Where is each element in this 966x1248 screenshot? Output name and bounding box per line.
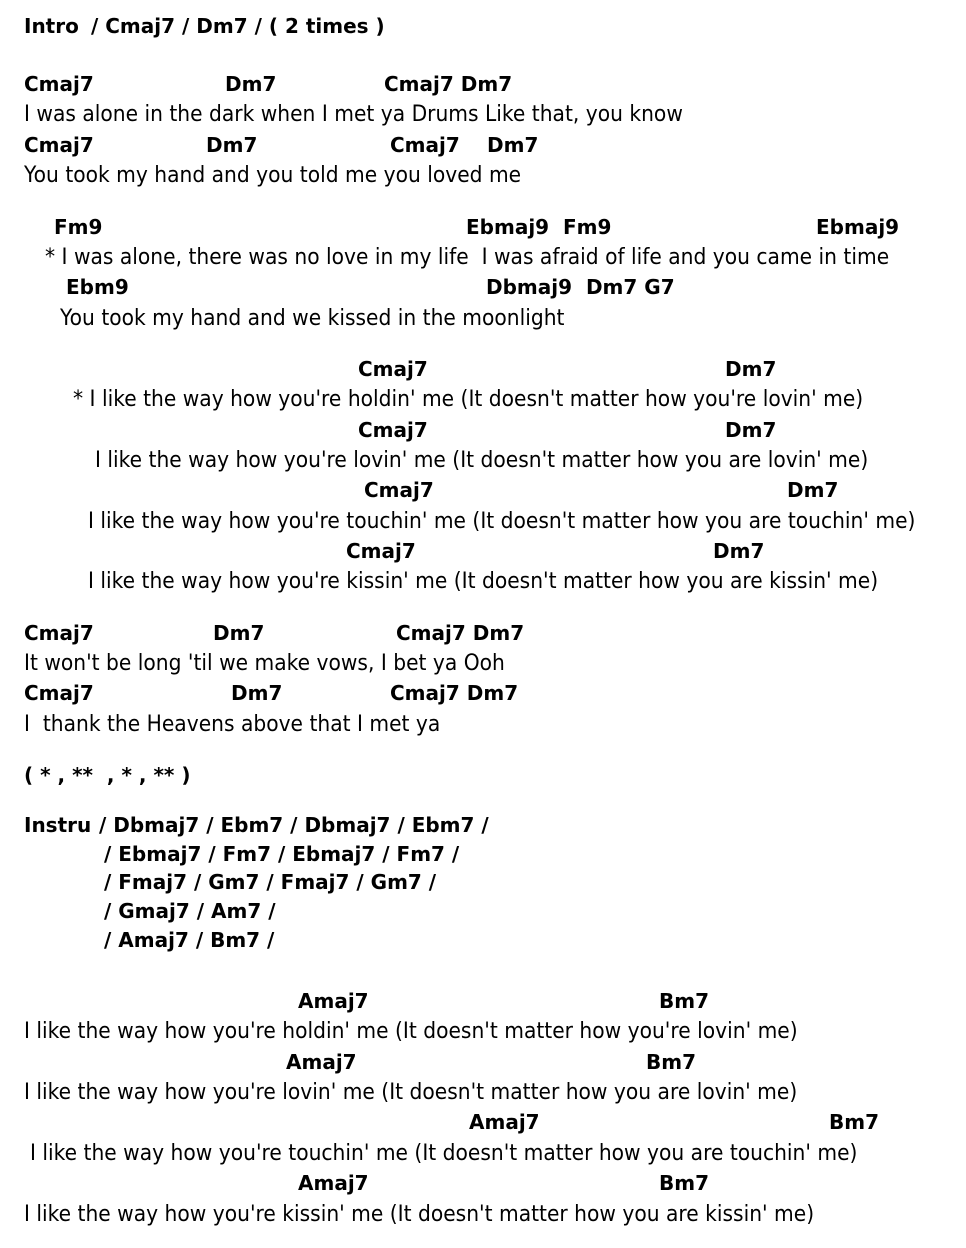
chord: Dm7 [225, 72, 277, 96]
chord: Cmaj7 Dm7 [390, 681, 519, 705]
lyric-line: I like the way how you're lovin' me (It doesn't matter how you are lovin' me) [95, 448, 869, 473]
chord: Cmaj7 [390, 133, 460, 157]
lyric-line: I was alone in the dark when I met ya Drums Like that, you know [24, 102, 683, 127]
chord: Cmaj7 [346, 539, 416, 563]
chord: Dbmaj9 Dm7 G7 [486, 275, 675, 299]
lyric-line: You took my hand and we kissed in the moonlight [60, 306, 565, 331]
chord: Bm7 [659, 1171, 709, 1195]
chord: Cmaj7 [358, 357, 428, 381]
instru-row: / Amaj7 / Bm7 / [104, 928, 275, 952]
chord: Cmaj7 [24, 621, 94, 645]
lyric-line: * I was alone, there was no love in my life I was afraid of life and you came in time [45, 245, 890, 270]
lyric-line: I like the way how you're touchin' me (It doesn't matter how you are touchin' me) [88, 509, 916, 534]
chord: Dm7 [787, 478, 839, 502]
chord: Fm9 [563, 215, 612, 239]
chord: Cmaj7 [24, 681, 94, 705]
chord: Ebm9 [66, 275, 129, 299]
lyric-line: I like the way how you're holdin' me (It doesn't matter how you're lovin' me) [24, 1019, 798, 1044]
chord: Cmaj7 Dm7 [396, 621, 525, 645]
chord: Cmaj7 [24, 133, 94, 157]
instru-row: / Dbmaj7 / Ebm7 / Dbmaj7 / Ebm7 / [92, 813, 489, 837]
lyric-line: * I like the way how you're holdin' me (It doesn't matter how you're lovin' me) [73, 387, 864, 412]
chord: Cmaj7 [364, 478, 434, 502]
chord: Dm7 [213, 621, 265, 645]
chord: Dm7 [725, 418, 777, 442]
chord: Dm7 [231, 681, 283, 705]
repeat-note: ( * , ** , * , ** ) [24, 763, 191, 787]
instru-row: / Fmaj7 / Gm7 / Fmaj7 / Gm7 / [104, 870, 437, 894]
chord: Ebmaj9 [466, 215, 550, 239]
instru-row: / Ebmaj7 / Fm7 / Ebmaj7 / Fm7 / [104, 842, 460, 866]
lyric-line: I like the way how you're kissin' me (It doesn't matter how you are kissin' me) [24, 1202, 815, 1227]
intro-sequence: / Cmaj7 / Dm7 / ( 2 times ) [84, 14, 385, 38]
chord: Bm7 [646, 1050, 696, 1074]
instru-row: / Gmaj7 / Am7 / [104, 899, 276, 923]
chord: Amaj7 [298, 989, 369, 1013]
chord: Amaj7 [298, 1171, 369, 1195]
chord: Bm7 [659, 989, 709, 1013]
chord: Dm7 [713, 539, 765, 563]
chord: Dm7 [206, 133, 258, 157]
chord: Dm7 [487, 133, 539, 157]
lyric-line: I like the way how you're touchin' me (It doesn't matter how you are touchin' me) [30, 1141, 858, 1166]
lyric-line: It won't be long 'til we make vows, I bet ya Ooh [24, 651, 505, 676]
chord: Cmaj7 [358, 418, 428, 442]
chord: Amaj7 [286, 1050, 357, 1074]
intro-label: Intro [24, 14, 79, 38]
chord: Cmaj7 [24, 72, 94, 96]
chord: Dm7 [725, 357, 777, 381]
instru-label: Instru [24, 813, 92, 837]
chord: Fm9 [54, 215, 103, 239]
lyric-line: I like the way how you're kissin' me (It doesn't matter how you are kissin' me) [88, 569, 879, 594]
chord: Cmaj7 Dm7 [384, 72, 513, 96]
lyric-line: You took my hand and you told me you loved me [24, 163, 522, 188]
chord: Amaj7 [469, 1110, 540, 1134]
lyric-line: I thank the Heavens above that I met ya [24, 712, 441, 737]
lyric-line: I like the way how you're lovin' me (It doesn't matter how you are lovin' me) [24, 1080, 798, 1105]
chord: Ebmaj9 [816, 215, 900, 239]
chord: Bm7 [829, 1110, 879, 1134]
